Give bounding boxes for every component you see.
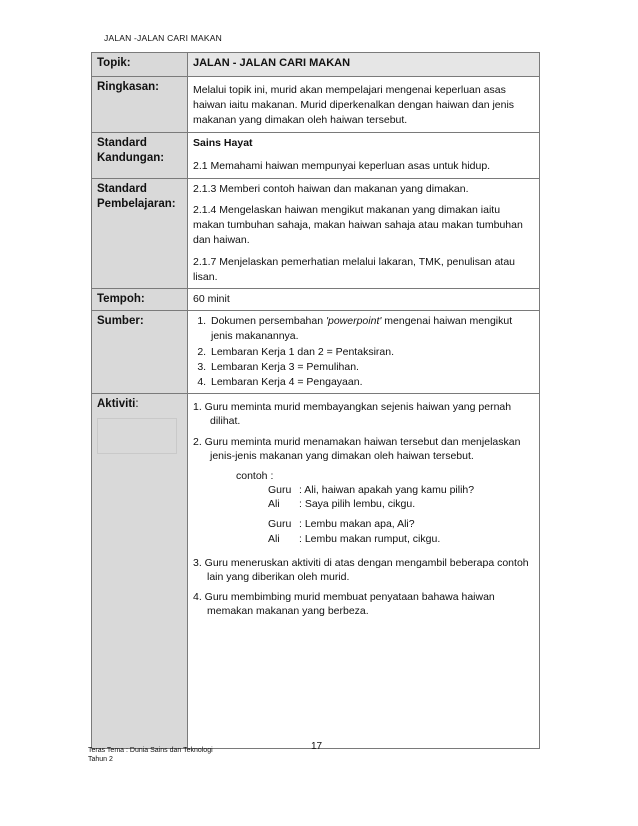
standard-kandungan-label: Standard Kandungan: bbox=[92, 132, 188, 178]
topik-value: JALAN - JALAN CARI MAKAN bbox=[188, 53, 540, 77]
topik-label: Topik: bbox=[92, 53, 188, 77]
aktiviti-cell bbox=[188, 394, 540, 749]
lesson-plan-table bbox=[91, 52, 540, 749]
running-header: JALAN -JALAN CARI MAKAN bbox=[104, 33, 222, 43]
standard-kandungan-item: 2.1 Memahami haiwan mempunyai keperluan asas untuk hidup. bbox=[193, 159, 491, 172]
tempoh-value: 60 minit bbox=[188, 288, 540, 310]
ringkasan-value: Melalui topik ini, murid akan mempelajari mengenai keperluan asas haiwan iaitu makanan. Murid diperkenalkan dengan haiwan dan jenis makanan yang dimakan oleh haiwan tersebut. bbox=[188, 77, 540, 133]
standard-kandungan-cell bbox=[188, 132, 540, 178]
dialog-block-2: Guru : Lembu makan apa, Ali? Ali : Lembu makan rumput, cikgu. bbox=[268, 518, 441, 545]
standard-kandungan-heading: Sains Hayat bbox=[193, 136, 253, 149]
ringkasan-label: Ringkasan: bbox=[92, 77, 188, 133]
dialog-block-1: Guru : Ali, haiwan apakah yang kamu pilih? Ali : Saya pilih lembu, cikgu. bbox=[268, 484, 475, 511]
row-ringkasan bbox=[92, 77, 540, 133]
row-sumber bbox=[92, 311, 540, 394]
contoh-label: contoh : bbox=[236, 469, 274, 482]
list-item: 1. Dokumen persembahan 'powerpoint' mengenai haiwan mengikut jenis makanannya. bbox=[209, 314, 534, 344]
sp-item-214: 2.1.4 Mengelaskan haiwan mengikut makanan yang dimakan iaitu makan tumbuhan sahaja, makan haiwan sahaja atau makan tumbuhan dan haiwan. bbox=[193, 203, 523, 247]
sp-item-217: 2.1.7 Menjelaskan pemerhatian melalui lakaran, TMK, penulisan atau lisan. bbox=[193, 255, 516, 283]
row-tempoh bbox=[92, 288, 540, 310]
aktiviti-step-4: 4. Guru membimbing murid membuat penyataan bahawa haiwan memakan makanan yang berbeza. bbox=[193, 591, 495, 618]
aktiviti-step-3: 3. Guru meneruskan aktiviti di atas dengan mengambil beberapa contoh lain yang diberikan oleh murid. bbox=[193, 556, 529, 583]
tempoh-label: Tempoh: bbox=[92, 288, 188, 310]
page-number: 17 bbox=[311, 741, 323, 752]
standard-pembelajaran-label: Standard Pembelajaran: bbox=[92, 178, 188, 288]
row-standard-pembelajaran bbox=[92, 178, 540, 288]
row-topik bbox=[92, 53, 540, 77]
standard-pembelajaran-cell bbox=[188, 178, 540, 288]
sumber-label: Sumber: bbox=[92, 311, 188, 394]
sumber-cell bbox=[188, 311, 540, 394]
aktiviti-label-cell bbox=[92, 394, 188, 749]
footer-year: Tahun 2 bbox=[88, 756, 113, 764]
row-aktiviti bbox=[92, 394, 540, 749]
list-item: 2. Lembaran Kerja 1 dan 2 = Pentaksiran. bbox=[209, 345, 534, 360]
footer-theme: Teras Tema : Dunia Sains dan Teknologi bbox=[88, 747, 213, 754]
aktiviti-step-2: 2. Guru meminta murid menamakan haiwan tersebut dan menjelaskan jenis-jenis makanan yang dimakan oleh haiwan tersebut. bbox=[193, 435, 521, 462]
sp-item-213: 2.1.3 Memberi contoh haiwan dan makanan yang dimakan. bbox=[193, 182, 469, 195]
aktiviti-step-1: 1. Guru meminta murid membayangkan sejenis haiwan yang pernah dilihat. bbox=[193, 401, 512, 428]
sumber-list bbox=[193, 314, 534, 390]
label-inner-box bbox=[97, 418, 177, 454]
list-item: 3. Lembaran Kerja 3 = Pemulihan. bbox=[209, 360, 534, 375]
page-footer bbox=[88, 746, 213, 765]
aktiviti-label: Aktiviti: bbox=[97, 398, 139, 411]
list-item: 4. Lembaran Kerja 4 = Pengayaan. bbox=[209, 375, 534, 390]
row-standard-kandungan bbox=[92, 132, 540, 178]
